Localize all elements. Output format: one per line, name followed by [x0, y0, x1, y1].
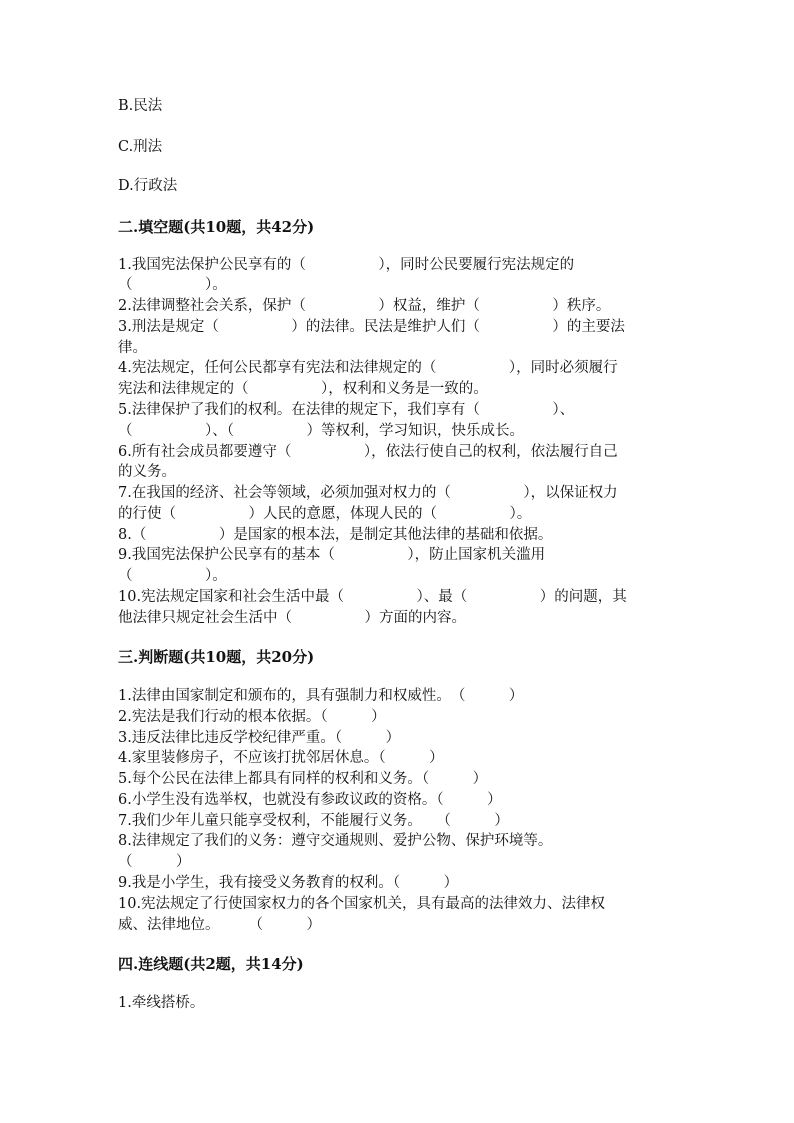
question-line: 的义务。 — [118, 464, 176, 480]
question-line: （ ） — [118, 854, 191, 870]
question-line: 威、法律地位。 （ ） — [118, 917, 321, 933]
question-line: 5.法律保护了我们的权利。在法律的规定下，我们享有（ ）、 — [118, 402, 575, 418]
option-c: C.刑法 — [118, 139, 163, 155]
question-line: 的行使（ ）人民的意愿，体现人民的（ ）。 — [118, 506, 532, 522]
question-line: （ ）。 — [118, 277, 227, 293]
question-line: 10.宪法规定了行使国家权力的各个国家机关，具有最高的法律效力、法律权 — [118, 896, 606, 912]
option-b: B.民法 — [118, 98, 163, 114]
section-title-matching: 四.连线题(共2题，共14分) — [118, 955, 304, 973]
section-title-true-false: 三.判断题(共10题，共20分) — [118, 648, 315, 666]
question-line: （ ）。 — [118, 568, 227, 584]
question-line: 1.我国宪法保护公民享有的（ ），同时公民要履行宪法规定的 — [118, 257, 575, 273]
question-line: 8.法律规定了我们的义务：遵守交通规则、爱护公物、保护环境等。 — [118, 833, 553, 849]
question-line: 1.法律由国家制定和颁布的，具有强制力和权威性。 （ ） — [118, 688, 524, 704]
question-line: 5.每个公民在法律上都具有同样的权利和义务。（ ） — [118, 771, 488, 787]
question-line: 2.法律调整社会关系，保护（ ）权益，维护（ ）秩序。 — [118, 298, 611, 314]
question-line: 3.刑法是规定（ ）的法律。民法是维护人们（ ）的主要法 — [118, 319, 625, 335]
question-line: 6.小学生没有选举权，也就没有参政议政的资格。（ ） — [118, 792, 502, 808]
question-line: 1.牵线搭桥。 — [118, 995, 205, 1011]
question-line: 9.我是小学生，我有接受义务教育的权利。（ ） — [118, 875, 459, 891]
question-line: 7.我们少年儿童只能享受权利，不能履行义务。 （ ） — [118, 813, 509, 829]
question-line: （ ）、（ ）等权利，学习知识，快乐成长。 — [118, 423, 524, 439]
question-line: 6.所有社会成员都要遵守（ ），依法行使自己的权利，依法履行自己 — [118, 444, 618, 460]
question-line: 律。 — [118, 340, 147, 356]
question-line: 7.在我国的经济、社会等领域，必须加强对权力的（ ），以保证权力 — [118, 485, 618, 501]
question-line: 8.（ ）是国家的根本法，是制定其他法律的基础和依据。 — [118, 527, 553, 543]
question-line: 4.宪法规定，任何公民都享有宪法和法律规定的（ ），同时必须履行 — [118, 360, 618, 376]
question-line: 3.违反法律比违反学校纪律严重。（ ） — [118, 730, 401, 746]
question-line: 9.我国宪法保护公民享有的基本（ ），防止国家机关滥用 — [118, 547, 546, 563]
question-line: 他法律只规定社会生活中（ ）方面的内容。 — [118, 610, 466, 626]
section-title-fill-blank: 二.填空题(共10题，共42分) — [118, 218, 315, 236]
question-line: 10.宪法规定国家和社会生活中最（ ）、最（ ）的问题，其 — [118, 589, 627, 605]
option-d: D.行政法 — [118, 178, 178, 194]
question-line: 宪法和法律规定的（ ），权利和义务是一致的。 — [118, 381, 488, 397]
question-line: 4.家里装修房子，不应该打扰邻居休息。（ ） — [118, 750, 444, 766]
question-line: 2.宪法是我们行动的根本依据。（ ） — [118, 709, 386, 725]
